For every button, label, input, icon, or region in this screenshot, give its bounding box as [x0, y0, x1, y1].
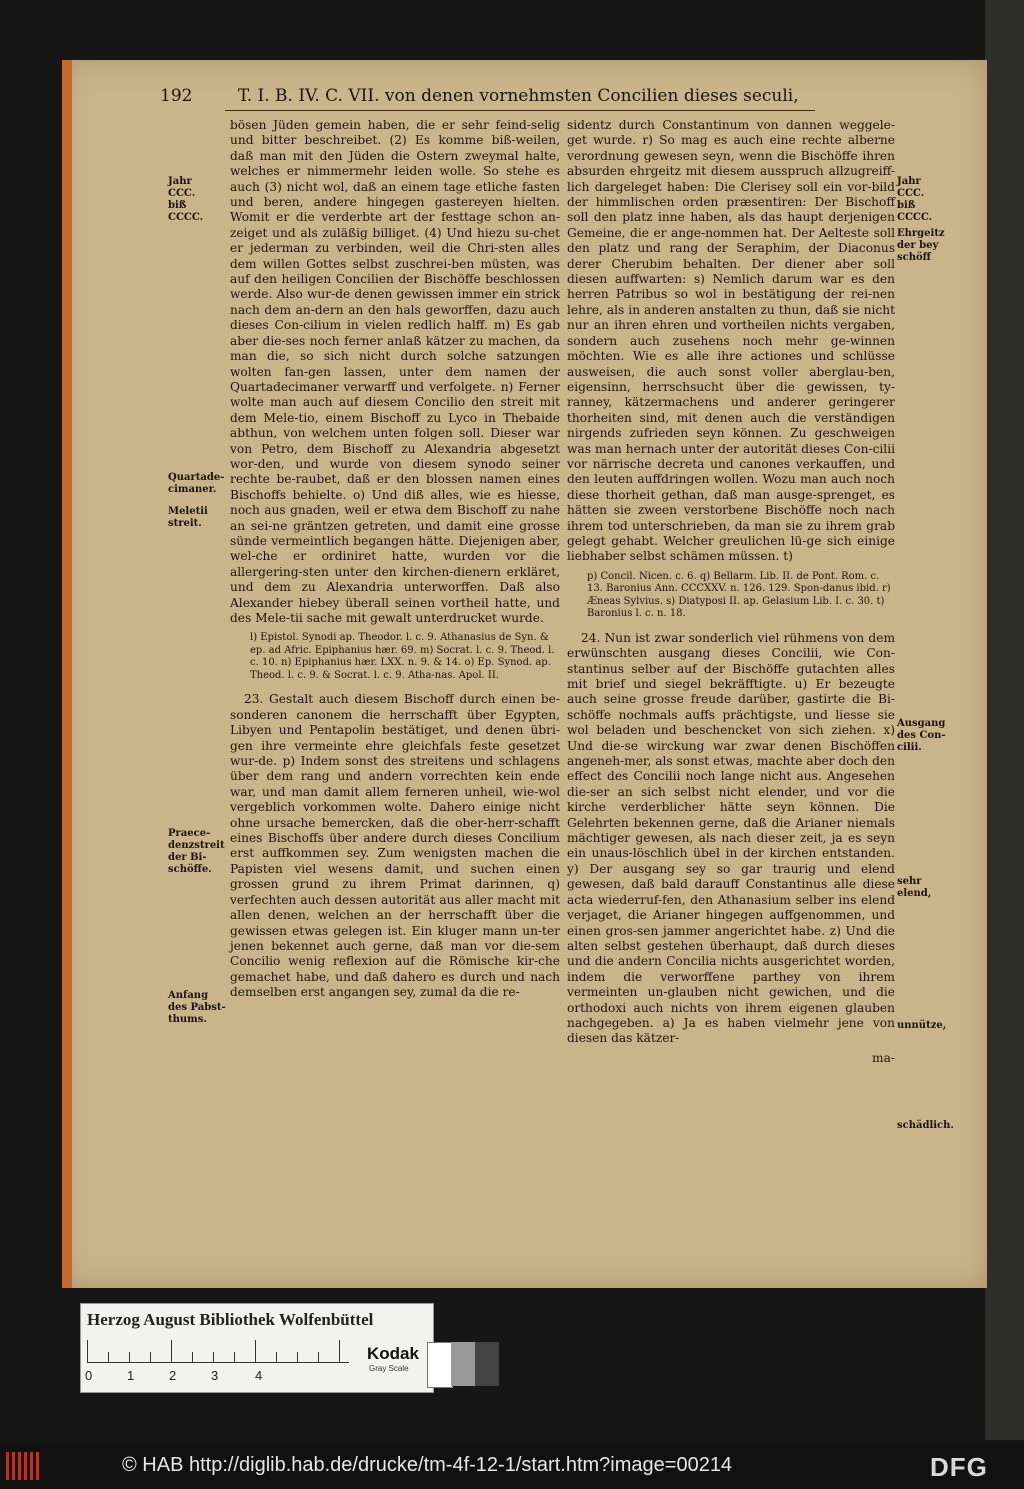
hab-logo-icon	[6, 1452, 46, 1480]
page-edge	[62, 60, 72, 1288]
footer-bar	[0, 1444, 1024, 1489]
margin-note-ausgang: Ausgang des Con- cilii.	[897, 718, 946, 753]
margin-note-praecedenzstreit: Praece- denzstreit der Bi- schöffe.	[168, 828, 225, 875]
paragraph: sidentz durch Constantinum von dannen weggele-get wurde. r) So mag es auch eine rechte alberne verordnung gewesen seyn, wenn die Bischöffe ihren absurden ehrgeitz mit diesem ausspruch allzugreiff-lich dargeleget haben: Die Clerisey soll ein vor-bild der himmlischen orden præsentiren: Der Bischoff soll den platz inne haben, als das haupt derjenigen Gemeine, die er ange-nommen hat. Der Aelteste soll den platz und rang der Seraphim, der Diaconus derer Cherubim behalten. Der diener aber soll diesen auffwarten: s) Nemlich darum war es den herren Patribus so wol in bestätigung der rei-nen lehre, als in anderen anstalten zu thun, daß sie nicht nur an ihren ehren und vortheilen nichts vergaben, sondern auch zusehens noch mehr ge-winnen möchten. Wie es alle ihre actiones und schlüsse ausweisen, die auch sonst voller aberglau-ben, eigensinn, herrschsucht über die gewissen, ty-ranney, kätzermachens und anderer geringerer thorheiten sind, mit denen auch die verständigen nirgends zufrieden seyn können. Zu geschweigen was man hernach unter der autorität dieses Con-cilii vor närrische decreta und canones verkauffen, und den leuten auffdringen wollen. Wozu man auch noch diese thorheit gethan, daß man ausge-sprenget, es hätten sie zween verstorbene Bischöffe noch nach ihrem tod unterschrieben, da man sie zu ihrem grab gelegt gehabt. Welcher greulichen lü-ge sich einige liebhaber selbst schämen müssen. t)	[567, 118, 895, 564]
margin-note-year: Jahr CCC. biß CCCC.	[168, 176, 204, 223]
adjacent-page-edge	[985, 0, 1024, 1440]
scale-label: 3	[211, 1368, 219, 1383]
gray-swatch	[451, 1342, 475, 1386]
header-rule	[225, 110, 815, 111]
footnotes: p) Concil. Nicen. c. 6. q) Bellarm. Lib. II. de Pont. Rom. c. 13. Baronius Ann. CCCXXV. n. 126. 129. Spon-danus ibid. r) Æneas Sylvius. s) Diatyposi II. ap. Gelasium Lib. I. c. 30. t) Baronius l. c. n. 18.	[587, 570, 891, 620]
margin-note-elend: sehr elend,	[897, 876, 932, 899]
scale-label: 1	[127, 1368, 135, 1383]
scale-label: 0	[85, 1368, 93, 1383]
gray-scale-label: Gray Scale	[369, 1364, 409, 1373]
margin-note-year-right: Jahr CCC. biß CCCC.	[897, 176, 933, 223]
running-title: T. I. B. IV. C. VII. von denen vornehmsten Concilien dieses seculi,	[237, 86, 799, 106]
left-text-column	[230, 118, 560, 1005]
margin-note-ehrgeitz: Ehrgeitz der bey schöff	[897, 228, 945, 263]
dfg-logo: DFG	[930, 1452, 988, 1482]
paragraph: bösen Jüden gemein haben, die er sehr feind-selig und bitter beschreibet. (2) Es komme biß-weilen, daß man mit den Jüden die Ostern zweymal halte, welches er nimmermehr leiden wolle. So stehe es auch (3) nicht wol, daß an einem tage etliche fasten und beren, andere hingegen gastereyen hielten. Womit er die verderbte art der festtage schon an-zeiget und als zuläßig billiget. (4) Und hiezu su-chet er jederman zu verbinden, weil die Chri-sten alles dem willen Gottes selbst zuschrei-ben müsten, was auf den heiligen Concilien der Bischöffe beschlossen werde. Also wur-de denen gewissen immer ein strick nach dem an-dern an den hals geworffen, dazu auch dieses Con-cilium in vielen redlich halff. m) Es gab aber die-ses noch ferner anlaß kätzer zu machen, da man die, so sich nicht durch solche satzungen wolten fan-gen lassen, unter dem namen der Quartadecimaner verwarff und verfolgete. n) Ferner wolte man auch auf diesem Concilio den streit mit dem Mele-tio, einem Bischoff zu Lyco in Thebaide abthun, von welchem unten folgen soll. Dieser war von Petro, dem Bischoff zu Alexandria abgesetzt wor-den, und wurde von diesem synodo seiner rechte be-raubet, daß er den blossen namen eines Bischoffs behielte. o) Und diß alles, wie es hiesse, noch aus gnaden, weil er etwa dem Bischoff zu nahe an sei-ne gräntzen getreten, und damit eine grosse sünde vermeintlich begangen hätte. Diejenigen aber, wel-che er ordiniret hatte, wurden vor die allergering-sten unter den kirchen-dienern erkläret, und dem zu Alexandria unterworffen. Daß also Alexander hiebey überall seinen vortheil hatte, und des Mele-tii sache mit gewalt unterdrucket wurde.	[230, 118, 560, 625]
gray-swatch	[475, 1342, 499, 1386]
margin-note-schaedlich: schädlich.	[897, 1120, 954, 1131]
page-number: 192	[160, 86, 193, 106]
scale-label: 2	[169, 1368, 177, 1383]
margin-note-quartadecimaner: Quartade- cimaner.	[168, 472, 225, 495]
scale-label: 4	[255, 1368, 263, 1383]
kodak-logo: Kodak	[367, 1344, 419, 1363]
color-scale-card	[80, 1303, 434, 1393]
ruler	[87, 1340, 349, 1363]
library-name: Herzog August Bibliothek Wolfenbüttel	[87, 1310, 374, 1329]
running-header	[160, 86, 820, 106]
gray-swatch	[427, 1342, 453, 1388]
margin-note-unnuetze: unnütze,	[897, 1020, 947, 1031]
right-text-column	[567, 118, 895, 1066]
paragraph-24: 24. Nun ist zwar sonderlich viel rühmens von dem erwünschten ausgang dieses Concilii, wie Con-stantinus selber auf der Bischöffe gutachten alles mit brief und siegel bekräfftigte. u) Er bezeugte auch seine grosse freude darüber, gastirte die Bi-schöffe nochmals auffs prächtigste, und liesse sie wol beladen und beschencket von sich ziehen. x) Und die-se wirckung war zwar denen Bischöffen angeneh-mer, als sonst etwas, machte aber doch den effect des Concilii noch lange nicht aus. Angesehen die-ser an sich selbst nicht elender, und vor die kirche verderblicher hätte seyn können. Die Gelehrten bekennen gerne, daß die Arianer niemals mächtiger gewesen, als nach dieser zeit, ja es seyn ein unaus-löschlich übel in der kirchen entstanden. y) Der ausgang sey so gar traurig und elend gewesen, daß bald darauff Constantinus alle diese acta wiederruf-fen, den Athanasium selber ins elend verjaget, die Arianer hingegen auffgenommen, und einen gros-sen jammer angerichtet habe. z) Und die alten selbst gestehen überhaupt, daß durch dieses und die andern Concilia nichts ausgerichtet worden, indem die verworffene parthey von ihrem vermeinten un-glauben nicht gewichen, und die orthodoxi auch nichts von ihrem eigenen glauben nachgegeben. a) Ja es haben vielmehr jene von diesen das kätzer-	[567, 630, 895, 1046]
footnotes: l) Epistol. Synodi ap. Theodor. l. c. 9. Athanasius de Syn. & ep. ad Afric. Epiphanius hær. 69. m) Socrat. l. c. 9. Theod. l. c. 10. n) Epiphanius hær. LXX. n. 9. & 14. o) Ep. Synod. ap. Theod. l. c. 9. & Socrat. l. c. 9. Atha-nas. Apol. II.	[250, 632, 555, 681]
paragraph-23: 23. Gestalt auch diesem Bischoff durch einen be-sonderen canonem die herrschafft über Egypten, Libyen und Pentapolin bestätiget, und denen übri-gen ihre vermeinte ehre gleichfals feste gesetzet wur-de. p) Indem sonst des streitens und schlagens über dem rang und andern vorrechten kein ende war, und man damit allem ferneren unheil, wie-wol vergeblich vorkommen wolte. Dahero einige nicht ohne ursache bemercken, daß die ober-herr-schafft eines Bischoffs über andere durch dieses Concilium erst auffkommen sey. Zum wenigsten machen die Papisten viel wesens damit, und suchen einen grossen grund zu ihrem Primat darinnen, q) verfechten auch dessen autorität aus aller macht mit allen denen, welchen an der herrschafft über die gewissen etwas gelegen ist. Ein kluger mann un-ter jenen bekennet auch gerne, daß man vor die-sem Concilio wenig reflexion auf die Römische kir-che gemachet habe, und daß dahero es durch und nach demselben erst angangen sey, zumal da die re-	[230, 692, 560, 1000]
copyright-url: © HAB http://diglib.hab.de/drucke/tm-4f-12-1/start.htm?image=00214	[122, 1454, 733, 1476]
catchword: ma-	[872, 1050, 895, 1065]
margin-note-meletii: Meletii streit.	[168, 506, 208, 529]
margin-note-pabstthum: Anfang des Pabst- thums.	[168, 990, 226, 1025]
